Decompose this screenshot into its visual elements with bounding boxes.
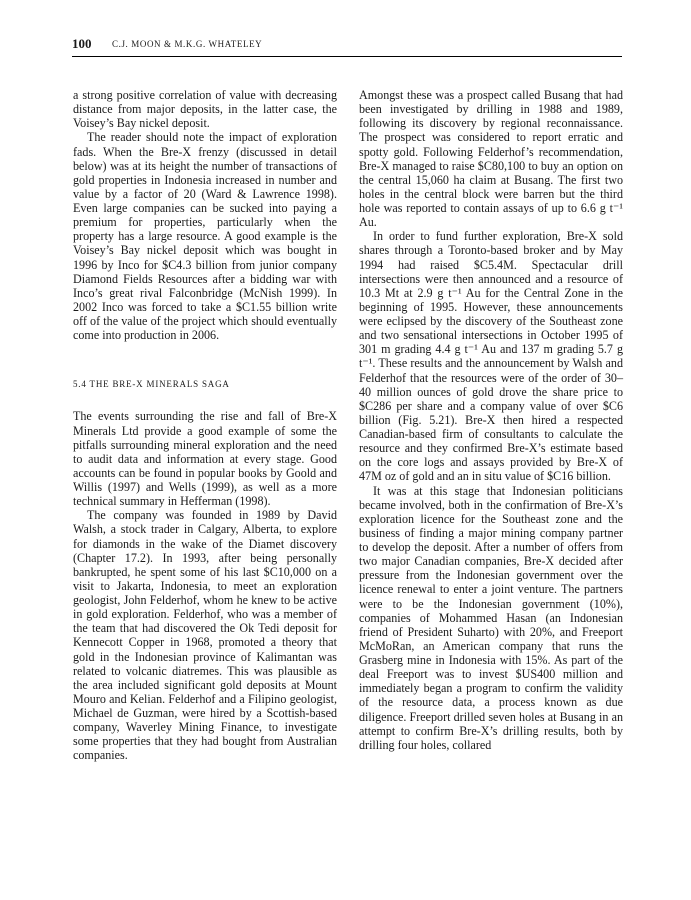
paragraph: It was at this stage that Indonesian politicians became involved, both in the confirmation of Bre-X’s exploration licence for the Southeast zone and the business of finding a major mining company partner to develop the deposit. After a number of offers from two major Canadian companies, Bre-X decided after pressure from the Indonesian government over the licence renewal to enter a joint venture. The partners were to be the Indonesian government (10%), companies of Mohammed Hasan (an Indonesian friend of President Suharto) with 20%, and Freeport McMoRan, an American company that runs the Grasberg mine in Indonesia with 15%. As part of the deal Freeport was to invest $US400 million and immediately began a program to confirm the validity of the resource data, a process known as due diligence. Freeport drilled seven holes at Busang in an attempt to confirm Bre-X’s drilling results, both by drilling four holes, collared xyxy=(359,483,623,752)
paragraph: In order to fund further exploration, Bre-X sold shares through a Toronto-based broker and by May 1994 had raised $C5.4M. Spectacular drill intersections were then announced and a resource of 10.3 Mt at 2.9 g t⁻¹ Au for the Central Zone in the beginning of 1995. However, these announcements were eclipsed by the discovery of the Southeast zone and two sensational intersections in October 1995 of 301 m grading 4.4 g t⁻¹ Au and 137 m grading 5.7 g t⁻¹. These results and the announcement by Walsh and Felderhof that the resources were of the order of 30–40 million ounces of gold drove the share price to $C286 per share and a company value of over $C6 billion (Fig. 5.21). Bre-X then hired a respected Canadian-based firm of consultants to calculate the resource and they confirmed Bre-X’s estimate based on the core logs and assays provided by Bre-X of 47M oz of gold and an in situ value of $C16 billion. xyxy=(359,229,623,484)
running-head: C.J. MOON & M.K.G. WHATELEY xyxy=(112,39,263,49)
left-column xyxy=(73,88,337,763)
paragraph: Amongst these was a prospect called Busang that had been investigated by drilling in 1988 and 1989, following its discovery by regional reconnaissance. The prospect was considered to report erratic and spotty gold. Following Felderhof’s recommendation, Bre-X managed to raise $C80,100 to buy an option on the central 15,060 ha claim at Busang. The first two holes in the central block were barren but the third hole was reported to contain assays of up to 6.6 g t⁻¹ Au. xyxy=(359,88,623,230)
paragraph: The reader should note the impact of exploration fads. When the Bre-X frenzy (discussed in detail below) was at its height the number of transactions of gold properties in Indonesia increased in number and value by a factor of 20 (Ward & Lawrence 1998). Even large companies can be sucked into paying a premium for properties, particularly when the property has a large resource. A good example is the Voisey’s Bay nickel deposit which was bought in 1996 by Inco for $C4.3 billion from junior company Diamond Fields Resources after a bidding war with Inco’s great rival Falconbridge (McNish 1999). In 2002 Inco was forced to take a $C1.55 billion write off of the value of the project which should eventually come into production in 2006. xyxy=(73,130,337,343)
paragraph: The company was founded in 1989 by David Walsh, a stock trader in Calgary, Alberta, to explore for diamonds in the wake of the Diamet discovery (Chapter 17.2). In 1993, after being personally bankrupted, he spent some of his last $C10,000 on a visit to Jakarta, Indonesia, to meet an exploration geologist, John Felderhof, whom he knew to be active in gold exploration. Felderhof, who was a member of the team that had discovered the Ok Tedi deposit for Kennecott Copper in 1968, promoted a theory that gold in the Indonesian province of Kalimantan was related to volcanic diatremes. This was plausible as the area included significant gold deposits at Mount Mouro and Kelian. Felderhof and a Filipino geologist, Michael de Guzman, were hired by a Scottish-based company, Waverley Mining Finance, to investigate some properties that they had bought from Australian companies. xyxy=(73,508,337,763)
paragraph: The events surrounding the rise and fall of Bre-X Minerals Ltd provide a good example of some the pitfalls surrounding mineral exploration and the need to audit data and information at every stage. Good accounts can be found in popular books by Goold and Willis (1997) and Wells (1999), as well as a more technical summary in Hefferman (1998). xyxy=(73,409,337,509)
page-number: 100 xyxy=(72,36,92,51)
page-header xyxy=(72,34,622,57)
right-column xyxy=(359,88,623,752)
section-heading: 5.4 THE BRE-X MINERALS SAGA xyxy=(73,379,230,390)
paragraph: a strong positive correlation of value with decreasing distance from major deposits, in the latter case, the Voisey’s Bay nickel deposit. xyxy=(73,88,337,131)
